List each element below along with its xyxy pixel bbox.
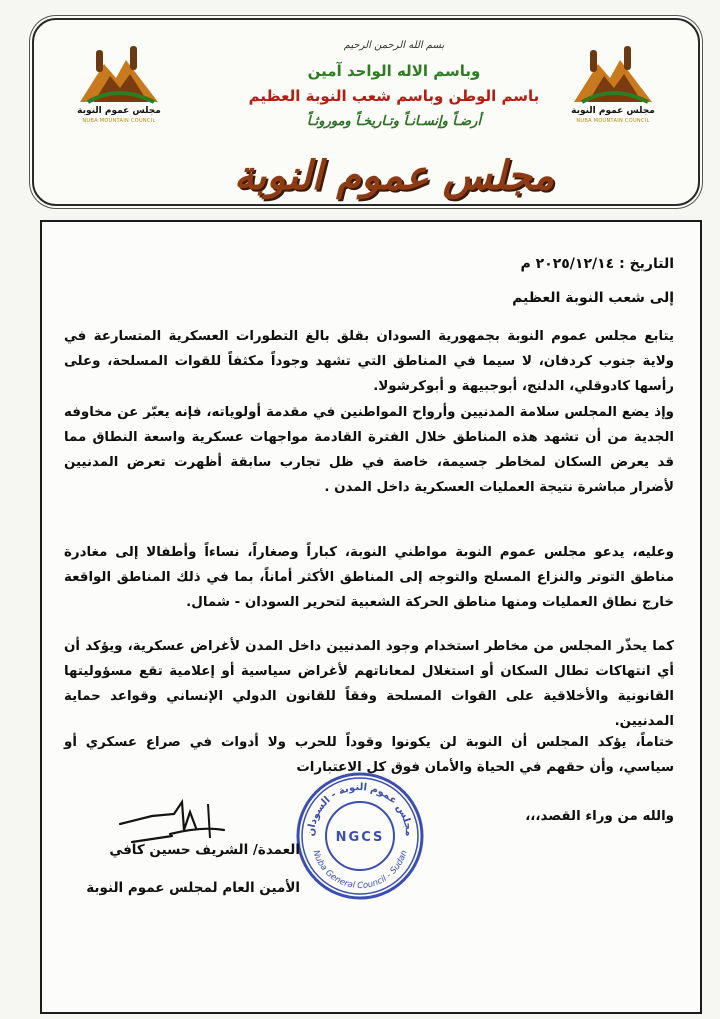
signer-title: الأمين العام لمجلس عموم النوبة xyxy=(86,880,300,896)
letter-body xyxy=(40,220,702,1014)
bismillah: بسم الله الرحمن الرحيم xyxy=(343,40,445,51)
closing-line: والله من وراء القصد،،، xyxy=(525,809,674,824)
stamp-arabic-text: مجلس عموم النوبة - السودان xyxy=(305,781,415,837)
logo-title: مجلس عموم النوبة xyxy=(571,106,655,116)
council-logo-left xyxy=(74,40,164,150)
mountain-logo-icon xyxy=(74,40,164,104)
stamp-initials: NGCS xyxy=(335,830,385,845)
paragraph: ختاماً، يؤكد المجلس أن النوبة لن يكونوا وقوداً للحرب ولا أدوات في صراع عسكري أو سياسي، وأن حقهم في الحياة والأمان فوق كل الاعتبارات xyxy=(64,735,674,775)
paragraph: يتابع مجلس عموم النوبة بجمهورية السودان بقلق بالغ التطورات العسكرية المتسارعة في ولاية جنوب كردفان، لا سيما في المناطق التي تشهد وجوداً مكثفاً للقوات المسلحة، وعلى رأسها كادوقلي، الدلنج، أبوجبيهة و أبوكرشولا. xyxy=(64,329,674,394)
svg-text:مجلس عموم النوبة - السودان xyxy=(306,782,414,837)
council-name-title: مجلس عموم النوبة xyxy=(233,152,555,199)
logo-title: مجلس عموم النوبة xyxy=(77,106,161,116)
invocation-line: وباسم الاله الواحد آمين xyxy=(307,62,481,80)
letterhead xyxy=(32,18,700,206)
logo-subtitle: NUBA MOUNTAIN COUNCIL xyxy=(82,118,156,124)
letter-greeting: إلى شعب النوبة العظيم xyxy=(512,290,674,306)
homeland-line: باسم الوطن وباسم شعب النوبة العظيم xyxy=(248,87,540,105)
logo-subtitle: NUBA MOUNTAIN COUNCIL xyxy=(576,118,650,124)
paragraph: كما يحذّر المجلس من مخاطر استخدام وجود المدنيين داخل المدن لأغراض عسكرية، ويؤكد أن أي انتهاكات تطال السكان أو استغلال لمعاناتهم لأغراض سياسية أو إعلامية تقع مسؤوليتها القانونية والأخلاقية على القوات المسلحة وفقاً للقانون الدولي الإنساني وقواعد حماية المدنيين. xyxy=(64,639,674,729)
stamp-english-text: Nuba General Council - Sudan xyxy=(310,849,410,892)
paragraph: وعليه، يدعو مجلس عموم النوبة مواطني النوبة، كباراً وصغاراً، نساءاً وأطفالا إلى مغادرة مناطق التوتر والنزاع المسلح والتوجه إلى المناطق الأكثر أماناً، بما في ذلك المناطق الواقعة خارج نطاق العمليات ومنها مناطق الحركة الشعبية لتحرير السودان - شمال. xyxy=(64,545,674,610)
signer-name: العمدة/ الشريف حسين كافي xyxy=(109,842,300,858)
paragraph: وإذ يضع المجلس سلامة المدنيين وأرواح المواطنين في مقدمة أولوياته، فإنه يعبّر عن مخاوفه الجدية من أن تشهد هذه المناطق خلال الفترة القادمة مواجهات عسكرية واسعة النطاق مما قد يعرض السكان لمخاطر جسيمة، خاصة في ظل تجارب سابقة أظهرت تعرض المدنيين لأضرار مباشرة نتيجة العمليات العسكرية داخل المدن . xyxy=(64,405,674,495)
motto: أرضـاً وإنسـانـاً وتـاريخـاً وموروثـاً xyxy=(306,114,482,129)
official-stamp-icon xyxy=(294,770,426,902)
letter-date: التاريخ : ٢٠٢٥/١٢/١٤ م xyxy=(520,256,674,272)
